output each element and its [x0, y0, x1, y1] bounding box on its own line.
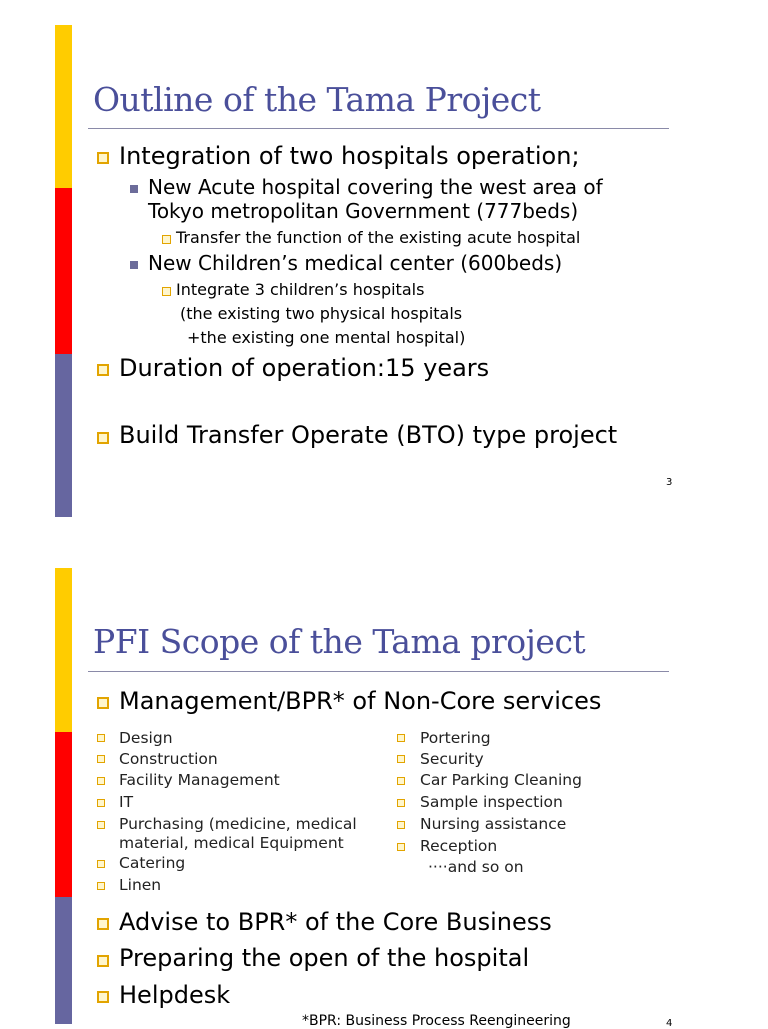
- list-item-car-parking: Car Parking Cleaning: [420, 771, 582, 789]
- item-square-icon: [397, 821, 405, 829]
- bullet-square-icon: [97, 955, 109, 967]
- list-item-security: Security: [420, 750, 484, 768]
- list-item-construction: Construction: [119, 750, 218, 768]
- list-item-design: Design: [119, 729, 173, 747]
- sub-sub-bullet-square-icon: [162, 235, 171, 244]
- bullet-square-icon: [97, 991, 109, 1003]
- accent-bar-purple: [55, 897, 72, 1024]
- bullet-square-icon: [97, 918, 109, 930]
- item-square-icon: [397, 755, 405, 763]
- item-square-icon: [97, 882, 105, 890]
- bullet-childrens: New Children’s medical center (600beds): [148, 251, 563, 275]
- sub-bullet-square-icon: [130, 261, 138, 269]
- list-item-purchasing-line2: material, medical Equipment: [119, 834, 344, 852]
- bullet-bto: Build Transfer Operate (BTO) type project: [119, 421, 618, 449]
- list-item-nursing-assistance: Nursing assistance: [420, 815, 567, 833]
- item-square-icon: [97, 799, 105, 807]
- sub-sub-bullet-square-icon: [162, 287, 171, 296]
- list-item-sample-inspection: Sample inspection: [420, 793, 563, 811]
- bullet-advise: Advise to BPR* of the Core Business: [119, 908, 552, 936]
- bullet-integration: Integration of two hospitals operation;: [119, 142, 580, 170]
- accent-bar-yellow: [55, 25, 72, 188]
- bullet-preparing: Preparing the open of the hospital: [119, 944, 530, 972]
- item-square-icon: [97, 734, 105, 742]
- title-divider: [88, 128, 669, 129]
- bullet-integrate-line2: (the existing two physical hospitals: [180, 304, 463, 323]
- bullet-integrate-line1: Integrate 3 children’s hospitals: [176, 280, 425, 299]
- list-item-catering: Catering: [119, 854, 186, 872]
- item-square-icon: [397, 843, 405, 851]
- bullet-helpdesk: Helpdesk: [119, 981, 231, 1009]
- footnote-bpr: *BPR: Business Process Reengineering: [302, 1013, 571, 1029]
- slide-title: Outline of the Tama Project: [93, 80, 541, 119]
- slide-title: PFI Scope of the Tama project: [93, 622, 586, 661]
- bullet-square-icon: [97, 364, 109, 376]
- list-item-reception: Reception: [420, 837, 498, 855]
- bullet-square-icon: [97, 697, 109, 709]
- item-square-icon: [97, 860, 105, 868]
- sub-bullet-square-icon: [130, 185, 138, 193]
- accent-bar-red: [55, 188, 72, 354]
- list-item-facility-management: Facility Management: [119, 771, 280, 789]
- list-item-linen: Linen: [119, 876, 162, 894]
- item-square-icon: [97, 777, 105, 785]
- page-number: 4: [666, 1018, 673, 1029]
- bullet-acute-line1: New Acute hospital covering the west area of: [148, 175, 603, 199]
- bullet-square-icon: [97, 152, 109, 164]
- list-item-and-so-on: ····and so on: [428, 858, 524, 876]
- accent-bar-purple: [55, 354, 72, 517]
- bullet-acute-line2: Tokyo metropolitan Government (777beds): [148, 199, 579, 223]
- page-number: 3: [666, 477, 673, 488]
- item-square-icon: [97, 821, 105, 829]
- accent-bar-yellow: [55, 568, 72, 732]
- list-item-purchasing-line1: Purchasing (medicine, medical: [119, 815, 357, 833]
- accent-bar-red: [55, 732, 72, 897]
- bullet-duration: Duration of operation:15 years: [119, 354, 490, 382]
- list-item-portering: Portering: [420, 729, 491, 747]
- bullet-integrate-line3: +the existing one mental hospital): [187, 328, 466, 347]
- list-item-it: IT: [119, 793, 134, 811]
- item-square-icon: [397, 777, 405, 785]
- item-square-icon: [397, 734, 405, 742]
- bullet-management-bpr: Management/BPR* of Non-Core services: [119, 687, 602, 715]
- title-divider: [88, 671, 669, 672]
- bullet-square-icon: [97, 432, 109, 444]
- item-square-icon: [397, 799, 405, 807]
- bullet-transfer: Transfer the function of the existing acute hospital: [176, 228, 581, 247]
- slide-pfi-scope: [0, 566, 768, 1029]
- item-square-icon: [97, 755, 105, 763]
